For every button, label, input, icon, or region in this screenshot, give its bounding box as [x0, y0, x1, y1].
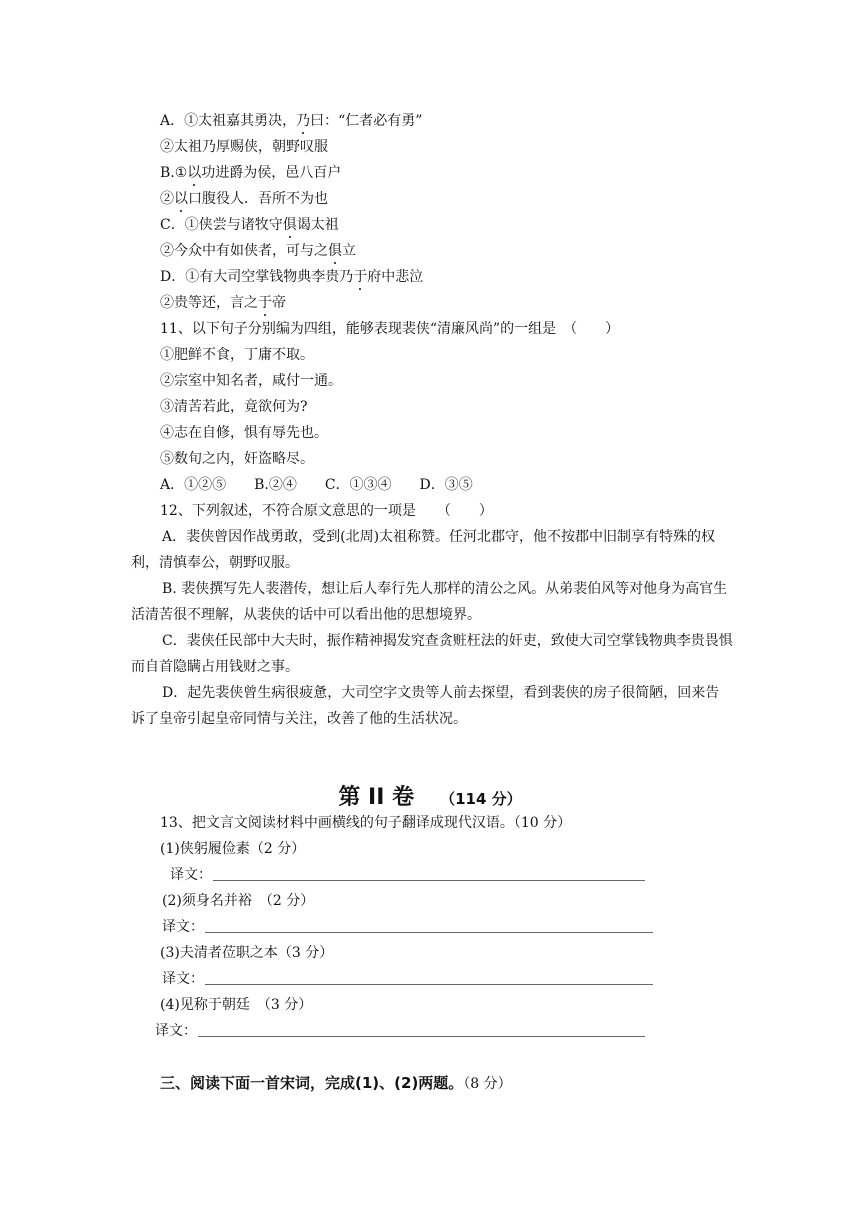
- emphasis-dot-char: 以: [187, 165, 202, 181]
- emphasis-dot-char: 以: [174, 191, 188, 207]
- q13-item-4: (4)见称于朝廷 （3 分）: [160, 997, 313, 1013]
- part-2-heading: 第 II 卷: [338, 785, 415, 810]
- q13-item-3: (3)夫清者莅职之本（3 分）: [160, 945, 334, 961]
- q13-answer-line-3[interactable]: [205, 984, 653, 985]
- q13-answer-line-2[interactable]: [205, 932, 653, 933]
- q10-option-b2: ②以口腹役人．吾所不为也: [160, 191, 328, 207]
- q10-option-d1: D．①有大司空掌钱物典李贵乃于府中悲泣: [160, 269, 424, 285]
- q10-option-a1: A．①太祖嘉其勇决，乃曰：“仁者必有勇”: [160, 113, 423, 129]
- q13-translation-label-3: 译文：: [162, 971, 204, 987]
- emphasis-dot-char: 俱: [282, 217, 297, 233]
- q10-option-c2: ②今众中有如侠者，可与之俱立: [160, 243, 356, 259]
- q10-option-b1: B.①以功进爵为侯，邑八百户: [160, 165, 342, 181]
- q11-sentence-1: ①肥鲜不食，丁庸不取。: [160, 347, 314, 363]
- q11-stem: 11、以下句子分别编为四组，能够表现裴侠“清廉风尚”的一组是 （ ）: [160, 321, 620, 337]
- q10-option-d2: ②贵等还，言之于帝: [160, 295, 286, 311]
- q13-answer-line-1[interactable]: [213, 880, 645, 881]
- emphasis-dot-char: 俱: [328, 243, 342, 259]
- q13-stem: 13、把文言文阅读材料中画横线的句子翻译成现代汉语。（10 分）: [160, 815, 572, 831]
- section-3-points: （8 分）: [463, 1076, 512, 1092]
- q13-translation-label-2: 译文：: [162, 919, 204, 935]
- q12-option-c: C．裴侠任民部中大夫时，振作精神揭发究查贪赃枉法的奸吏，致使大司空掌钱物典李贵畏惧而自首隐瞒占用钱财之事。: [131, 633, 733, 675]
- q10-option-a2: ②太祖乃厚赐侠，朝野叹服: [160, 139, 328, 155]
- q11-sentence-5: ⑤数旬之内，奸盗略尽。: [160, 451, 314, 467]
- q13-translation-label-1: 译文：: [170, 867, 212, 883]
- emphasis-dot-char: 于: [258, 295, 272, 311]
- q13-item-2: (2)须身名并裕 （2 分）: [162, 893, 315, 909]
- part-2-title: [0, 780, 860, 811]
- q11-options: A．①②⑤ B.②④ C．①③④ D．③⑤: [160, 477, 473, 493]
- emphasis-dot-char: 乃: [296, 113, 311, 129]
- q12-option-a: A．裴侠曾因作战勇敢，受到(北周)太祖称赞。任河北郡守，他不按郡中旧制享有特殊的权利，清慎奉公，朝野叹服。: [131, 529, 716, 571]
- q11-sentence-2: ②宗室中知名者，咸付一通。: [160, 373, 342, 389]
- section-3-heading: 三、阅读下面一首宋词，完成(1)、(2)两题。（8 分）: [160, 1074, 512, 1092]
- part-2-score: （114 分）: [440, 790, 522, 808]
- q12-stem: 12、下列叙述，不符合原文意思的一项是 （ ）: [160, 503, 493, 519]
- q13-item-1: (1)侠躬履俭素（2 分）: [160, 841, 306, 857]
- emphasis-dot-char: 于: [353, 269, 368, 285]
- q10-option-c1: C．①侠尝与诸牧守俱谒太祖: [160, 217, 339, 233]
- q11-sentence-4: ④志在自修，惧有辱先也。: [160, 425, 328, 441]
- q13-answer-line-4[interactable]: [198, 1036, 645, 1037]
- q13-translation-label-4: 译文：: [155, 1023, 197, 1039]
- q11-sentence-3: ③清苦若此，竟欲何为?: [160, 399, 308, 415]
- q12-option-b: B. 裴侠撰写先人裴潜传，想让后人奉行先人那样的清公之风。从弟裴伯风等对他身为高官生活清苦很不理解，从裴侠的话中可以看出他的思想境界。: [131, 581, 728, 623]
- q12-option-d: D．起先裴侠曾生病很疲惫，大司空字文贵等人前去探望，看到裴侠的房子很简陋，回来告诉了皇帝引起皇帝同情与关注，改善了他的生活状况。: [131, 685, 720, 727]
